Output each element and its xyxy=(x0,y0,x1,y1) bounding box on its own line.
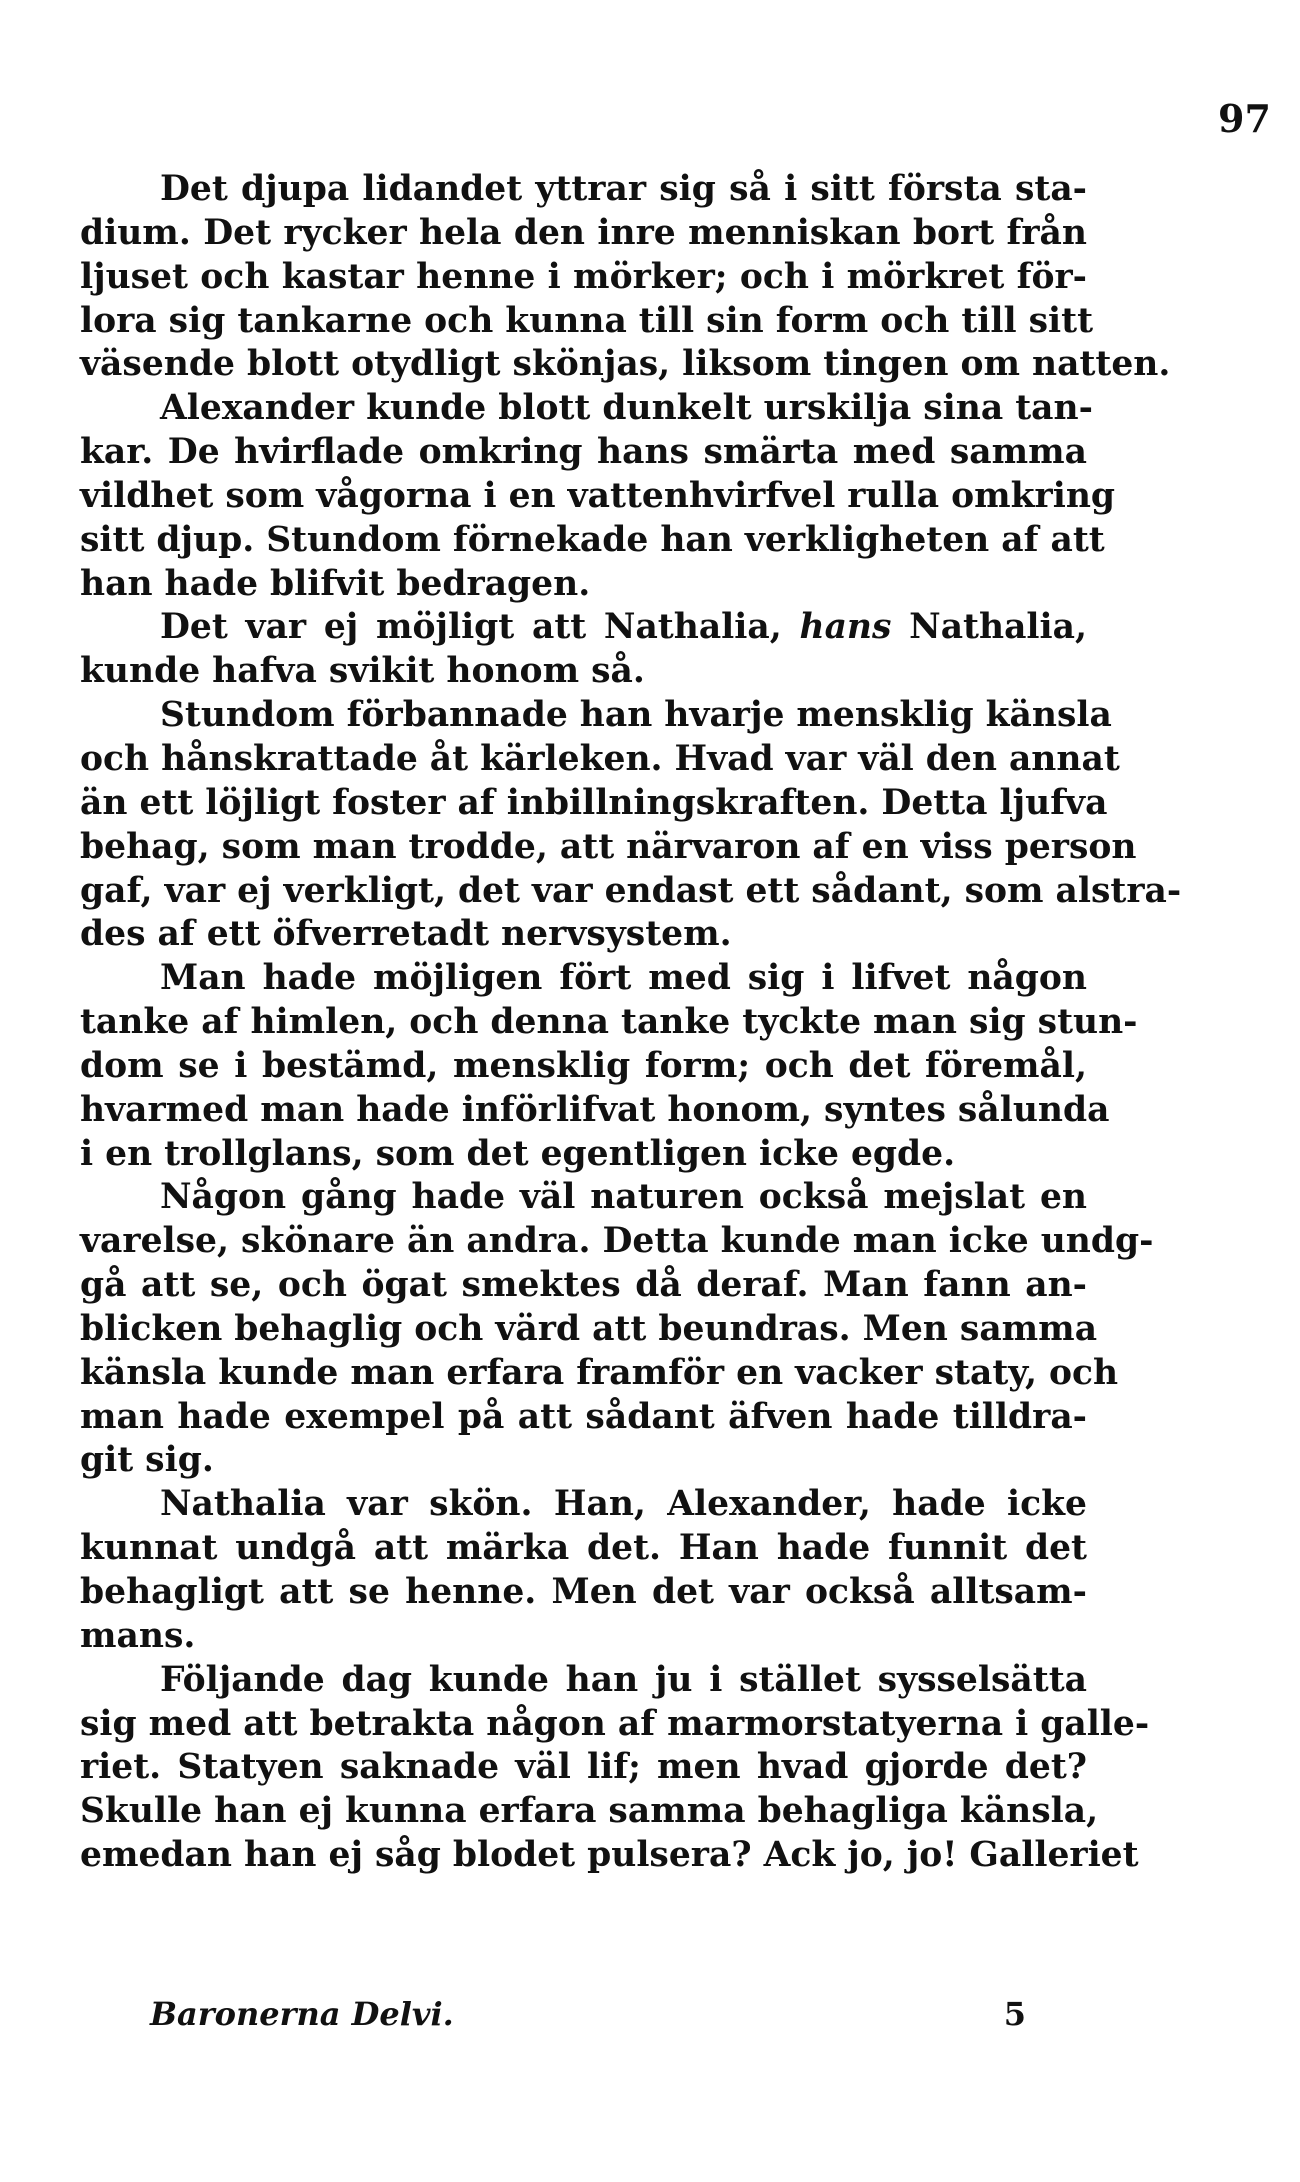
text-run: Det var ej möjligt att Nathalia, xyxy=(160,607,800,648)
paragraph xyxy=(80,387,1116,606)
text-line: Stundom förbannade han hvarje mensklig känsla xyxy=(160,695,1112,736)
text-line: Nathalia var skön. Han, Alexander, hade icke xyxy=(160,1484,1087,1525)
text-line: kunnat undgå att märka det. Han hade funnit det xyxy=(80,1528,1087,1569)
page-footer xyxy=(150,1992,1026,2036)
text-run: Nathalia, xyxy=(891,607,1087,648)
text-line: väsende blott otydligt skönjas, liksom tingen om natten. xyxy=(80,344,1171,385)
text-line: sitt djup. Stundom förnekade han verkligheten af att xyxy=(80,519,1105,560)
text-line: git sig. xyxy=(80,1440,214,1481)
paragraph xyxy=(80,694,1182,957)
page-number: 97 xyxy=(1218,96,1271,141)
text-line: Följande dag kunde han ju i stället sysselsätta xyxy=(160,1659,1087,1700)
text-line: gå att se, och ögat smektes då deraf. Man fann an- xyxy=(80,1265,1087,1306)
text-line: hvarmed man hade införlifvat honom, syntes sålunda xyxy=(80,1089,1110,1130)
text-line: man hade exempel på att sådant äfven hade tilldra- xyxy=(80,1396,1087,1437)
paragraph xyxy=(80,606,1087,694)
signature-mark: 5 xyxy=(1003,1995,1026,2033)
text-line: vildhet som vågorna i en vattenhvirfvel rulla omkring xyxy=(80,475,1116,516)
paragraph xyxy=(80,1659,1150,1878)
paragraph xyxy=(80,957,1138,1176)
text-line: Skulle han ej kunna erfara samma behagliga känsla, xyxy=(80,1791,1099,1832)
text-line: han hade blifvit bedragen. xyxy=(80,563,591,604)
text-line: gaf, var ej verkligt, det var endast ett sådant, som alstra- xyxy=(80,870,1182,911)
text-line: emedan han ej såg blodet pulsera? Ack jo, jo! Galleriet xyxy=(80,1835,1139,1876)
text-line: riet. Statyen saknade väl lif; men hvad gjorde det? xyxy=(80,1747,1087,1788)
text-line: ljuset och kastar henne i mörker; och i mörkret för- xyxy=(80,256,1087,297)
text-line: dium. Det rycker hela den inre menniskan bort från xyxy=(80,212,1087,253)
running-footer-title: Baronerna Delvi. xyxy=(150,1995,454,2033)
text-line: Man hade möjligen fört med sig i lifvet någon xyxy=(160,958,1087,999)
paragraph xyxy=(80,1483,1087,1658)
text-line: behag, som man trodde, att närvaron af en viss person xyxy=(80,826,1137,867)
text-line: i en trollglans, som det egentligen icke egde. xyxy=(80,1133,956,1174)
text-line: varelse, skönare än andra. Detta kunde man icke undg- xyxy=(80,1221,1154,1262)
paragraph xyxy=(80,168,1171,387)
paragraph xyxy=(80,1176,1154,1483)
text-line: blicken behaglig och värd att beundras. Men samma xyxy=(80,1308,1098,1349)
text-line: än ett löjligt foster af inbillningskraften. Detta ljufva xyxy=(80,782,1108,823)
text-line: des af ett öfverretadt nervsystem. xyxy=(80,914,732,955)
text-line: känsla kunde man erfara framför en vacker staty, och xyxy=(80,1352,1119,1393)
text-line: Någon gång hade väl naturen också mejslat en xyxy=(160,1177,1087,1218)
text-line: behagligt att se henne. Men det var också alltsam- xyxy=(80,1572,1087,1612)
text-line: kar. De hvirflade omkring hans smärta med samma xyxy=(80,432,1087,473)
text-line-with-emphasis xyxy=(80,606,1087,650)
text-line: och hånskrattade åt kärleken. Hvad var väl den annat xyxy=(80,738,1120,779)
text-line: dom se i bestämd, mensklig form; och det föremål, xyxy=(80,1045,1087,1086)
body-text xyxy=(80,168,1182,1878)
text-line: kunde hafva svikit honom så. xyxy=(80,651,645,692)
text-line: tanke af himlen, och denna tanke tyckte man sig stun- xyxy=(80,1002,1138,1043)
text-line: lora sig tankarne och kunna till sin form och till sitt xyxy=(80,300,1094,341)
text-line: Det djupa lidandet yttrar sig så i sitt första sta- xyxy=(160,169,1087,209)
text-line: sig med att betrakta någon af marmorstatyerna i galle- xyxy=(80,1703,1150,1744)
italic-emphasis: hans xyxy=(799,607,892,648)
text-line: Alexander kunde blott dunkelt urskilja sina tan- xyxy=(160,388,1093,429)
text-line: mans. xyxy=(80,1615,196,1656)
